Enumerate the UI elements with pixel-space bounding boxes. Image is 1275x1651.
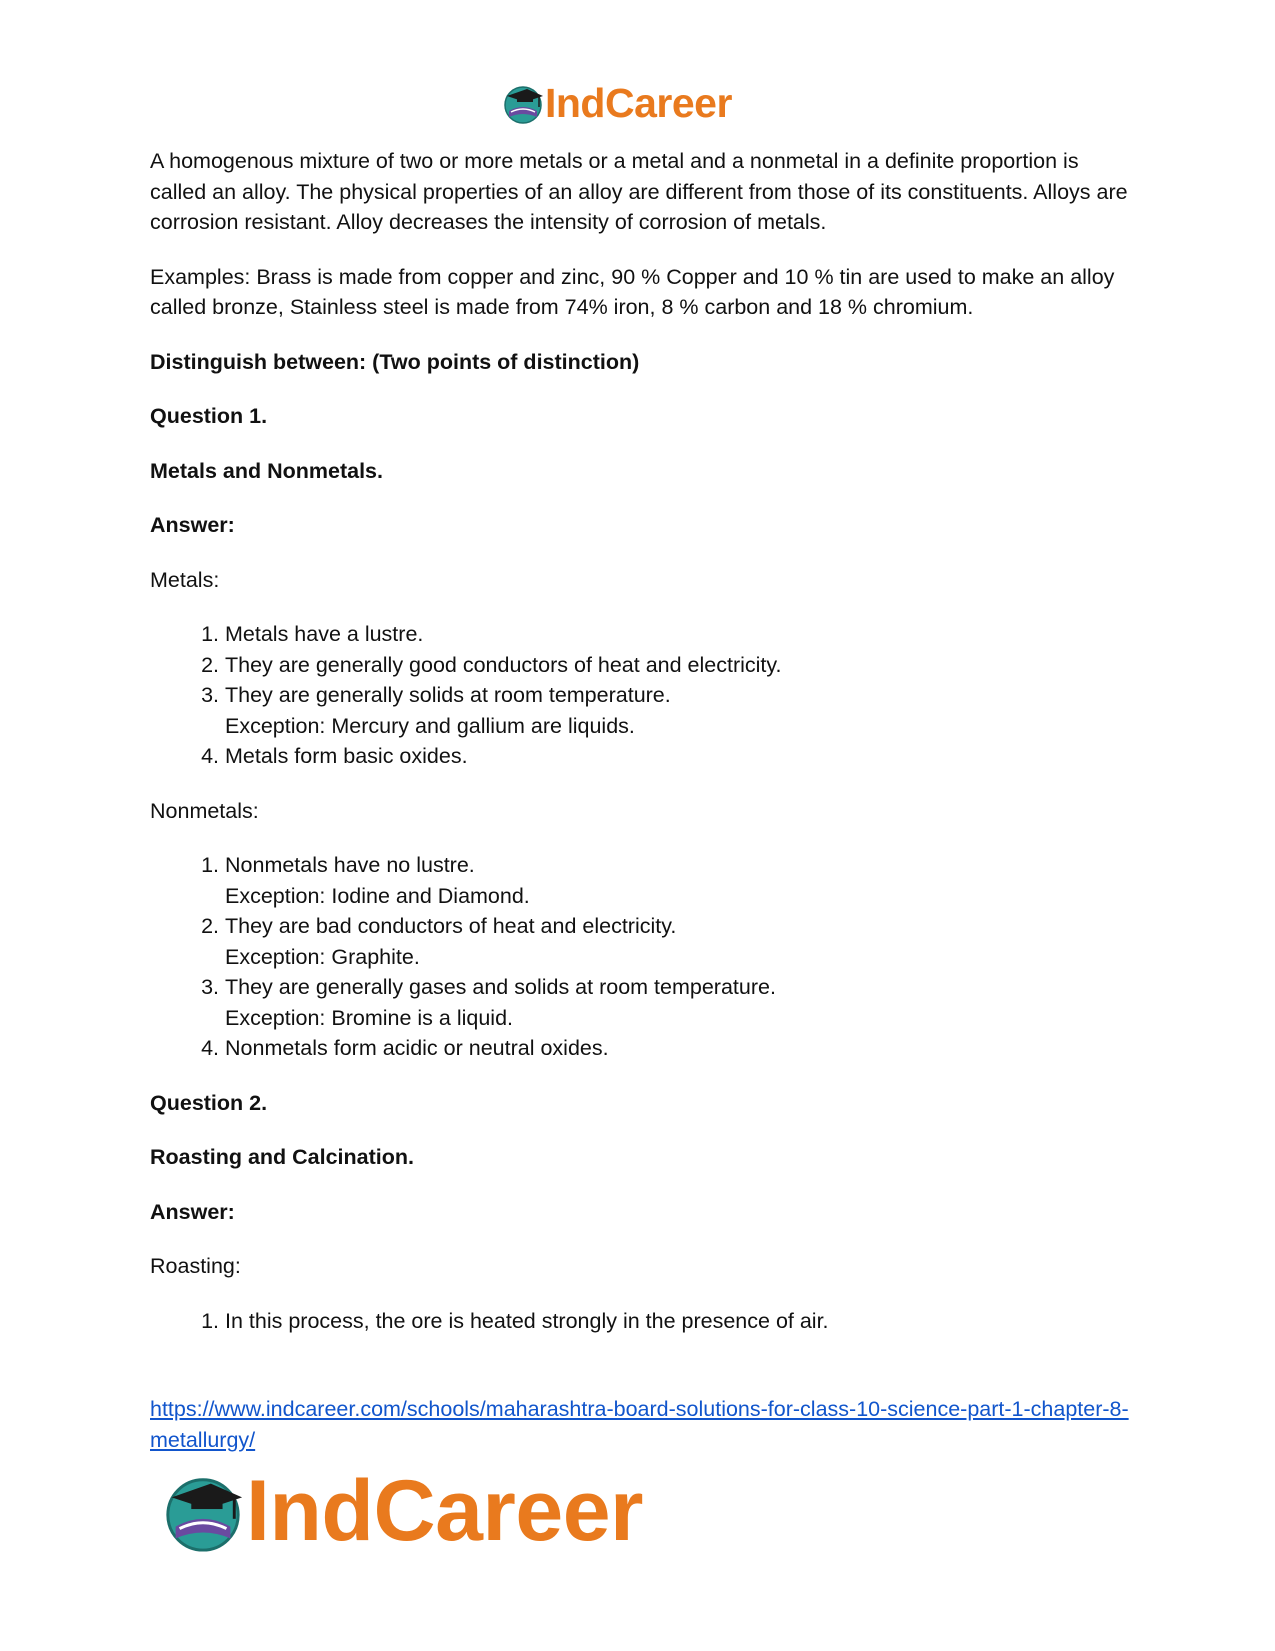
list-item: 1. In this process, the ore is heated strongly in the presence of air. [225,1306,1140,1337]
graduation-cap-globe-icon [160,1468,246,1554]
nonmetals-label: Nonmetals: [150,798,259,823]
list-item: 3. They are generally gases and solids at room temperature. Exception: Bromine is a liquid. [225,972,1140,1033]
exception-note: Exception: Mercury and gallium are liquids. [225,713,635,738]
brand-name: IndCareer [545,80,732,126]
nonmetals-list [150,850,1140,1064]
exception-note: Exception: Graphite. [225,944,420,969]
document-body [150,146,1140,1360]
list-item: 2. They are bad conductors of heat and electricity. Exception: Graphite. [225,911,1140,972]
list-item: 1. Nonmetals have no lustre. Exception: Iodine and Diamond. [225,850,1140,911]
section-heading: Distinguish between: (Two points of distinction) [150,349,640,374]
intro-paragraph: A homogenous mixture of two or more metals or a metal and a nonmetal in a definite proportion is called an alloy. The physical properties of an alloy are different from those of its constituents. Alloys are corrosion resistant. Alloy decreases the intensity of corrosion of metals. [150,149,1128,234]
list-item: 3. They are generally solids at room temperature. Exception: Mercury and gallium are liquids. [225,680,1140,741]
exception-note: Exception: Iodine and Diamond. [225,883,530,908]
header-logo [501,80,732,126]
question-1-label: Question 1. [150,404,268,428]
list-item: 1. Metals have a lustre. [225,619,1140,650]
question-2-title: Roasting and Calcination. [150,1145,414,1169]
exception-note: Exception: Bromine is a liquid. [225,1005,514,1030]
list-item: 2. They are generally good conductors of heat and electricity. [225,650,1140,681]
metals-label: Metals: [150,567,220,592]
question-1-title: Metals and Nonmetals. [150,458,383,483]
footer-link-container [150,1394,1140,1455]
roasting-label: Roasting: [150,1254,241,1278]
source-url-link[interactable]: https://www.indcareer.com/schools/maharashtra-board-solutions-for-class-10-science-part-1-chapter-8-metallurgy/ [150,1397,1129,1452]
brand-name: IndCareer [246,1463,643,1559]
list-item: 4. Metals form basic oxides. [225,741,1140,772]
examples-paragraph: Examples: Brass is made from copper and zinc, 90 % Copper and 10 % tin are used to make an alloy called bronze, Stainless steel is made from 74% iron, 8 % carbon and 18 % chromium. [150,264,1115,319]
footer-logo [160,1465,643,1557]
graduation-cap-globe-icon [501,81,545,125]
question-1-answer-label: Answer: [150,513,235,537]
question-2-label: Question 2. [150,1090,268,1115]
list-item: 4. Nonmetals form acidic or neutral oxides. [225,1033,1140,1064]
roasting-list [150,1306,1140,1337]
metals-list [150,619,1140,772]
question-2-answer-label: Answer: [150,1199,235,1224]
